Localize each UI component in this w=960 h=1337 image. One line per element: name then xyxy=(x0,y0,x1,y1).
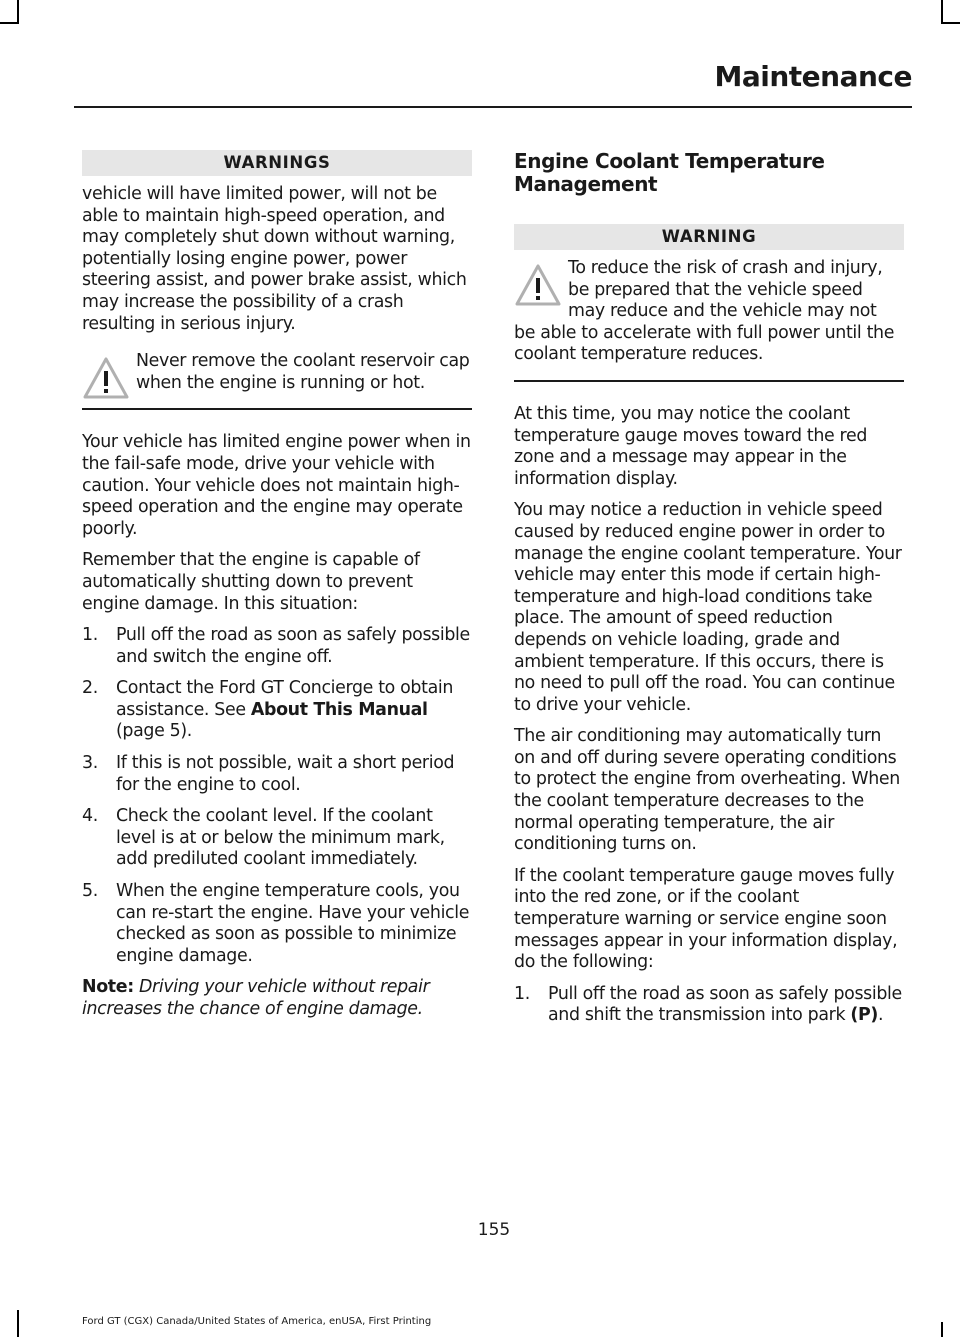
list-number: 4. xyxy=(82,806,98,827)
list-item xyxy=(82,625,472,668)
list-text: Pull off the road as soon as safely possible and switch the engine off. xyxy=(116,625,470,667)
warnings-title: WARNINGS xyxy=(82,150,472,176)
list-text-bold: (P) xyxy=(850,1005,878,1026)
page-title: Maintenance xyxy=(714,60,912,93)
crop-mark xyxy=(0,22,19,24)
right-column xyxy=(514,150,904,1037)
paragraph: The air conditioning may automatically turn on and off during severe operating conditions to protect the engine from overheating. When the coolant temperature decreases to the normal operating temperature, the air conditioning turns on. xyxy=(514,726,900,855)
list-item xyxy=(82,881,472,967)
crop-mark xyxy=(941,22,960,24)
list-number: 1. xyxy=(82,625,98,646)
list-item xyxy=(82,753,472,796)
note-label: Note: xyxy=(82,977,134,998)
list-item xyxy=(82,806,472,871)
list-item xyxy=(514,984,904,1027)
section-heading: Engine Coolant Temperature Management xyxy=(514,149,825,196)
paragraph: At this time, you may notice the coolant temperature gauge moves toward the red zone and a message may appear in the information display. xyxy=(514,403,868,489)
warning-text: Never remove the coolant reservoir cap when the engine is running or hot. xyxy=(136,351,470,393)
paragraph: Your vehicle has limited engine power when in the fail-safe mode, drive your vehicle with caution. Your vehicle does not maintain high-speed operation and the engine may operate poorly. xyxy=(82,432,471,539)
list-item xyxy=(82,678,472,743)
list-text: Pull off the road as soon as safely possible and shift the transmission into park xyxy=(548,983,902,1026)
warning-block xyxy=(514,258,904,366)
warning-text: To reduce the risk of crash and injury, be prepared that the vehicle speed may reduce and the vehicle may not xyxy=(568,258,883,322)
list-number: 2. xyxy=(82,678,98,699)
note xyxy=(82,977,472,1020)
paragraph: If the coolant temperature gauge moves fully into the red zone, or if the coolant temperature warning or service engine soon messages appear in your information display, do the following: xyxy=(514,865,898,973)
list-number: 1. xyxy=(514,983,530,1004)
list-text: Check the coolant level. If the coolant level is at or below the minimum mark, add prediluted coolant immediately. xyxy=(116,806,445,870)
page-number: 155 xyxy=(477,1220,511,1240)
crop-mark xyxy=(941,0,943,22)
list-text: (page 5). xyxy=(116,721,192,742)
warning-triangle-icon xyxy=(514,262,562,308)
warning-triangle-icon xyxy=(82,355,130,401)
warning-text-continued: be able to accelerate with full power until the coolant temperature reduces. xyxy=(514,322,895,365)
list-number: 3. xyxy=(82,753,98,774)
warning-continued-text: vehicle will have limited power, will not be able to maintain high-speed operation, and may completely shut down without warning, potentially losing engine power, power steering assist, and power brake assist, which may increase the possibility of a crash resulting in serious injury. xyxy=(82,184,467,334)
paragraph: Remember that the engine is capable of automatically shutting down to prevent engine damage. In this situation: xyxy=(82,550,420,614)
note-text: Driving your vehicle without repair increases the chance of engine damage. xyxy=(82,977,430,1019)
title-divider xyxy=(74,106,912,108)
warning-end-rule xyxy=(514,380,904,382)
list-text: Contact the Ford GT Concierge to obtain assistance. See xyxy=(116,678,454,720)
warning-title: WARNING xyxy=(514,224,904,250)
warning-end-rule xyxy=(82,408,472,410)
left-column xyxy=(82,150,472,1031)
crop-mark xyxy=(941,1322,943,1337)
list-text: When the engine temperature cools, you can re-start the engine. Have your vehicle checked as soon as possible to minimize engine damage. xyxy=(116,881,470,966)
crop-mark xyxy=(17,0,19,22)
footer-text: Ford GT (CGX) Canada/United States of America, enUSA, First Printing xyxy=(82,1316,432,1327)
paragraph: You may notice a reduction in vehicle speed caused by reduced engine power in order to manage the engine coolant temperature. Your vehicle may enter this mode if certain high-temperature and high-load conditions take place. The amount of speed reduction depends on vehicle loading, grade and ambient temperature. If this occurs, there is no need to pull off the road. You can continue to drive your vehicle. xyxy=(514,500,902,715)
warning-block xyxy=(82,351,472,394)
steps-list xyxy=(514,984,904,1027)
list-number: 5. xyxy=(82,881,98,902)
cross-reference-link[interactable]: About This Manual xyxy=(250,699,428,720)
steps-list xyxy=(82,625,472,967)
list-text: If this is not possible, wait a short period for the engine to cool. xyxy=(116,753,455,795)
crop-mark xyxy=(17,1310,19,1337)
list-text: . xyxy=(877,1005,884,1026)
